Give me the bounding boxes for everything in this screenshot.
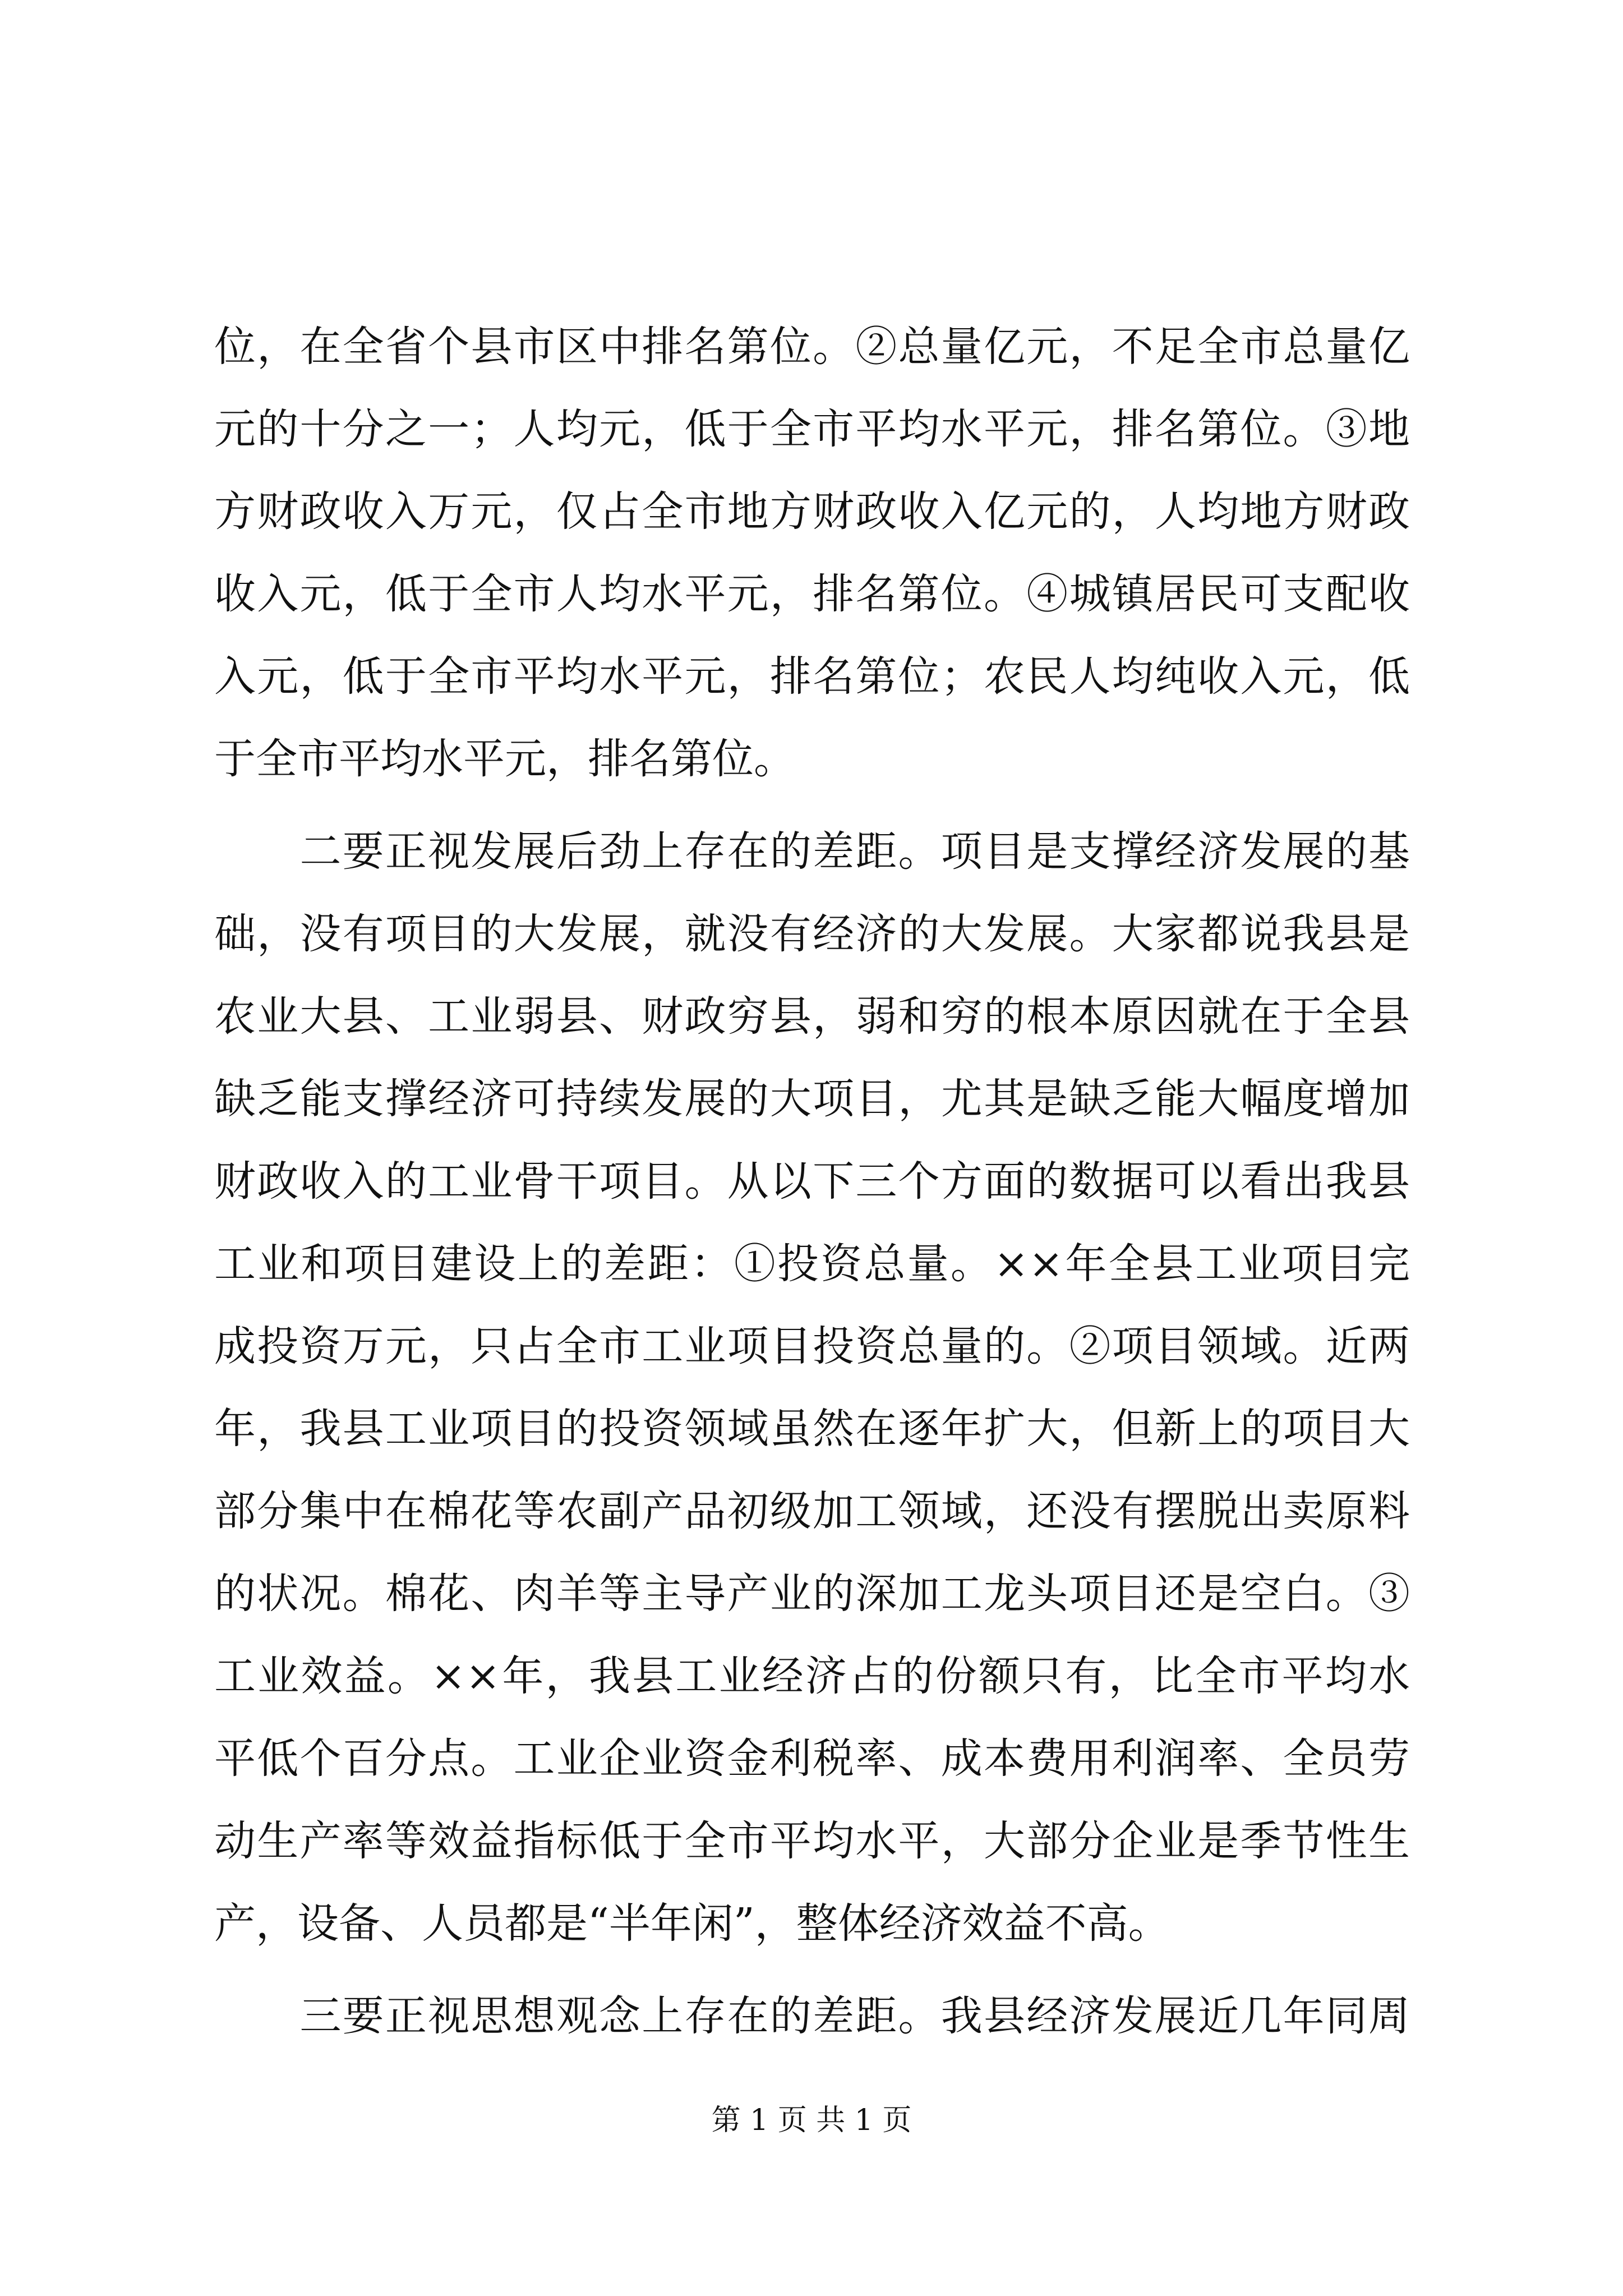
text-line: 平低个百分点。工业企业资金利税率、成本费用利润率、全员劳 [214, 1734, 1410, 1783]
text-line: 部分集中在棉花等农副产品初级加工领域，还没有摆脱出卖原料 [214, 1487, 1410, 1535]
text-line: 入元，低于全市平均水平元，排名第位；农民人均纯收入元，低 [214, 652, 1410, 701]
text-line: 三要正视思想观念上存在的差距。我县经济发展近几年同周 [214, 1992, 1410, 2040]
paragraph-gap [214, 800, 1410, 811]
paragraph-gap [214, 1965, 1410, 1975]
text-line: 成投资万元，只占全市工业项目投资总量的。②项目领域。近两 [214, 1322, 1410, 1370]
text-line: 缺乏能支撑经济可持续发展的大项目，尤其是缺乏能大幅度增加 [214, 1075, 1410, 1123]
text-line: 的状况。棉花、肉羊等主导产业的深加工龙头项目还是空白。③ [214, 1570, 1410, 1618]
text-line: 二要正视发展后劲上存在的差距。项目是支撑经济发展的基 [214, 827, 1410, 876]
text-line: 位，在全省个县市区中排名第位。②总量亿元，不足全市总量亿 [214, 323, 1410, 371]
text-line: 础，没有项目的大发展，就没有经济的大发展。大家都说我县是 [214, 910, 1410, 958]
text-line: 动生产率等效益指标低于全市平均水平，大部分企业是季节性生 [214, 1817, 1410, 1865]
text-line: 工业和项目建设上的差距：①投资总量。××年全县工业项目完 [214, 1240, 1410, 1288]
text-line: 收入元，低于全市人均水平元，排名第位。④城镇居民可支配收 [214, 570, 1410, 618]
text-line: 产，设备、人员都是“半年闲”，整体经济效益不高。 [214, 1899, 1170, 1948]
text-line: 农业大县、工业弱县、财政穷县，弱和穷的根本原因就在于全县 [214, 992, 1410, 1041]
text-line: 工业效益。××年，我县工业经济占的份额只有，比全市平均水 [214, 1652, 1410, 1700]
page-number-footer: 第 1 页 共 1 页 [711, 2104, 912, 2137]
text-line: 年，我县工业项目的投资领域虽然在逐年扩大，但新上的项目大 [214, 1405, 1410, 1453]
text-line: 于全市平均水平元，排名第位。 [214, 735, 795, 783]
text-line: 财政收入的工业骨干项目。从以下三个方面的数据可以看出我县 [214, 1157, 1410, 1205]
body-text [214, 306, 1410, 2058]
text-line: 方财政收入万元，仅占全市地方财政收入亿元的，人均地方财政 [214, 487, 1410, 536]
text-line: 元的十分之一；人均元，低于全市平均水平元，排名第位。③地 [214, 405, 1410, 453]
